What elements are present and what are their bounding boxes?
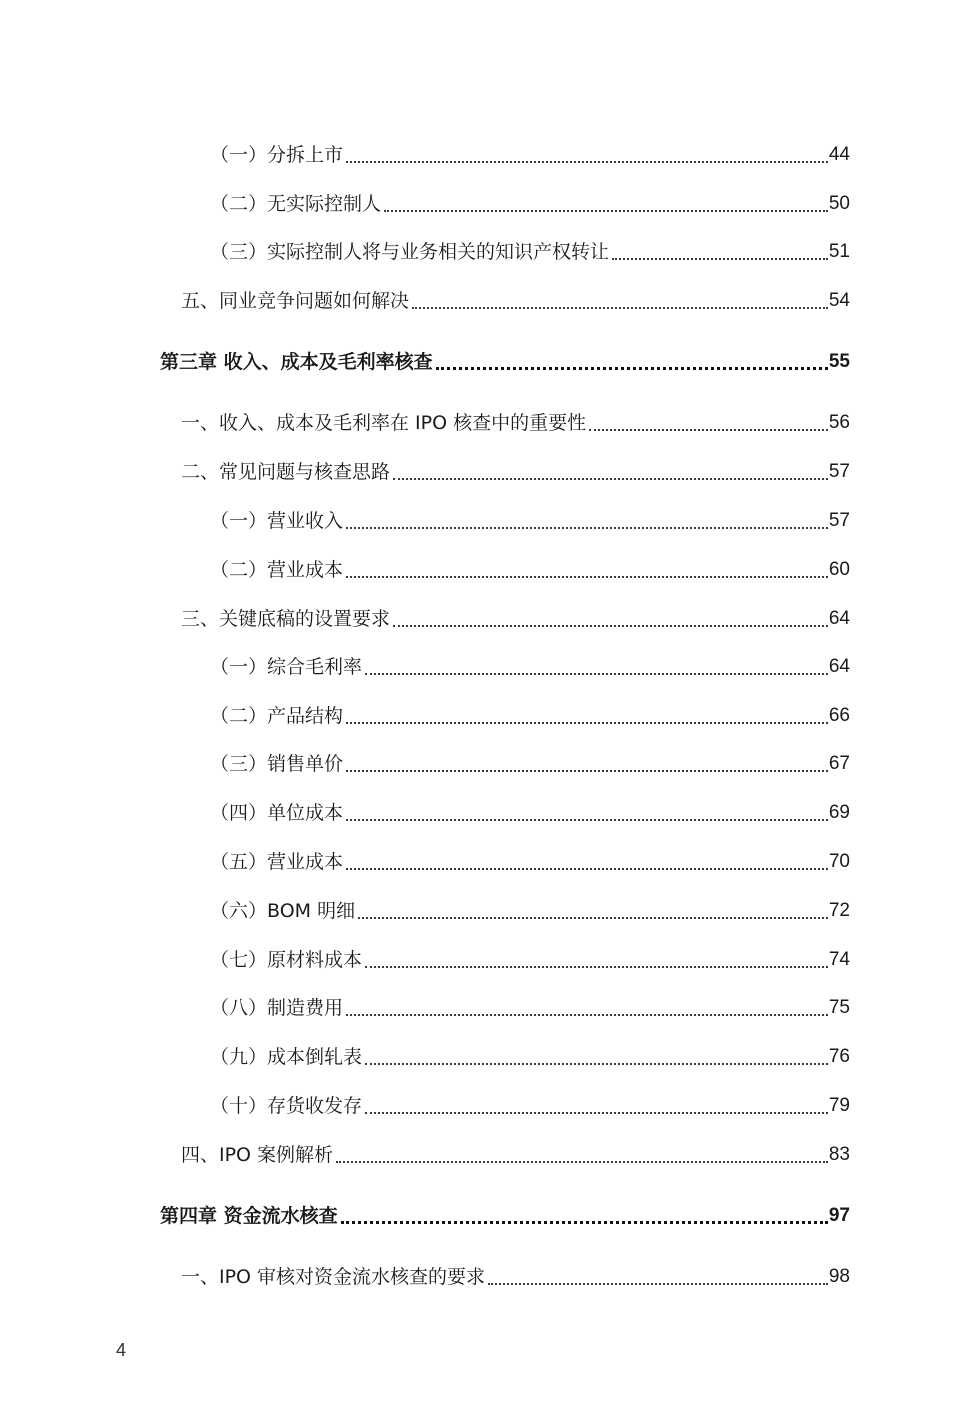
toc-leader-dots xyxy=(358,916,828,919)
toc-entry-label: （四）单位成本 xyxy=(210,802,344,824)
toc-leader-dots xyxy=(436,366,828,370)
toc-entry-label: （十）存货收发存 xyxy=(210,1095,363,1117)
toc-entry[interactable] xyxy=(210,701,850,731)
toc-entry[interactable] xyxy=(210,237,850,267)
toc-leader-dots xyxy=(346,160,828,163)
toc-entry[interactable] xyxy=(210,945,850,975)
toc-leader-dots xyxy=(341,1220,828,1224)
toc-entry-label: （三）实际控制人将与业务相关的知识产权转让 xyxy=(210,241,610,263)
toc-chapter-label: 第四章 资金流水核查 xyxy=(160,1205,338,1227)
toc-entry[interactable] xyxy=(210,798,850,828)
toc-leader-dots xyxy=(393,624,828,627)
toc-entry[interactable] xyxy=(210,140,850,170)
toc-leader-dots xyxy=(365,672,828,675)
toc-leader-dots xyxy=(393,477,828,480)
toc-entry-label: （五）营业成本 xyxy=(210,851,344,873)
toc-entry-label: 四、IPO 案例解析 xyxy=(181,1144,334,1166)
toc-entry[interactable] xyxy=(210,1042,850,1072)
toc-entry-label: 一、IPO 审核对资金流水核查的要求 xyxy=(181,1266,486,1288)
toc-entry-page: 64 xyxy=(828,656,850,677)
toc-entry[interactable] xyxy=(210,993,850,1023)
toc-leader-dots xyxy=(346,1013,828,1016)
toc-entry-label: （八）制造费用 xyxy=(210,997,344,1019)
toc-entry-page: 44 xyxy=(828,144,850,165)
toc-entry[interactable] xyxy=(210,1091,850,1121)
toc-leader-dots xyxy=(346,769,828,772)
toc-leader-dots xyxy=(346,575,828,578)
toc-entry-page: 57 xyxy=(828,510,850,531)
toc-chapter-label: 第三章 收入、成本及毛利率核查 xyxy=(160,351,433,373)
toc-entry[interactable] xyxy=(210,652,850,682)
toc-chapter-entry[interactable] xyxy=(160,1201,850,1231)
toc-entry-label: （九）成本倒轧表 xyxy=(210,1046,363,1068)
toc-leader-dots xyxy=(365,1111,828,1114)
toc-entry-label: （一）分拆上市 xyxy=(210,144,344,166)
toc-leader-dots xyxy=(488,1282,828,1285)
toc-entry-page: 67 xyxy=(828,753,850,774)
toc-entry-page: 56 xyxy=(828,412,850,433)
toc-entry-label: （三）销售单价 xyxy=(210,753,344,775)
toc-entry-label: （七）原材料成本 xyxy=(210,949,363,971)
toc-entry-label: 一、收入、成本及毛利率在 IPO 核查中的重要性 xyxy=(181,412,587,434)
toc-leader-dots xyxy=(365,965,828,968)
toc-entry-label: （二）无实际控制人 xyxy=(210,193,382,215)
toc-entry-page: 51 xyxy=(828,241,850,262)
toc-entry-page: 50 xyxy=(828,193,850,214)
toc-leader-dots xyxy=(384,209,828,212)
toc-entry-label: （二）产品结构 xyxy=(210,705,344,727)
toc-chapter-entry[interactable] xyxy=(160,347,850,377)
toc-leader-dots xyxy=(365,1062,828,1065)
toc-leader-dots xyxy=(412,306,828,309)
toc-entry-page: 83 xyxy=(828,1144,850,1165)
toc-entry[interactable] xyxy=(181,457,850,487)
toc-entry-label: （一）营业收入 xyxy=(210,510,344,532)
toc-leader-dots xyxy=(589,428,828,431)
toc-entry-page: 74 xyxy=(828,949,850,970)
toc-entry-page: 76 xyxy=(828,1046,850,1067)
toc-entry[interactable] xyxy=(210,896,850,926)
toc-entry-label: 五、同业竞争问题如何解决 xyxy=(181,290,410,312)
toc-entry-page: 54 xyxy=(828,290,850,311)
toc-entry-page: 60 xyxy=(828,559,850,580)
toc-leader-dots xyxy=(612,257,828,260)
toc-entry-label: （六）BOM 明细 xyxy=(210,900,356,922)
toc-chapter-page: 55 xyxy=(828,351,850,372)
toc-entry[interactable] xyxy=(181,286,850,316)
toc-leader-dots xyxy=(336,1160,828,1163)
toc-chapter-page: 97 xyxy=(828,1205,850,1226)
toc-entry-page: 72 xyxy=(828,900,850,921)
toc-entry[interactable] xyxy=(181,1140,850,1170)
toc-leader-dots xyxy=(346,721,828,724)
toc-entry-page: 70 xyxy=(828,851,850,872)
toc-entry-page: 69 xyxy=(828,802,850,823)
toc-entry[interactable] xyxy=(210,189,850,219)
toc-leader-dots xyxy=(346,526,828,529)
toc-entry[interactable] xyxy=(210,555,850,585)
toc-entry-page: 66 xyxy=(828,705,850,726)
toc-entry-page: 75 xyxy=(828,997,850,1018)
toc-entry[interactable] xyxy=(181,604,850,634)
toc-entry[interactable] xyxy=(210,847,850,877)
toc-entry-label: 三、关键底稿的设置要求 xyxy=(181,608,391,630)
toc-entry-label: （二）营业成本 xyxy=(210,559,344,581)
toc-entry-label: 二、常见问题与核查思路 xyxy=(181,461,391,483)
toc-entry-label: （一）综合毛利率 xyxy=(210,656,363,678)
toc-entry[interactable] xyxy=(181,1262,850,1292)
toc-entry[interactable] xyxy=(181,408,850,438)
toc-entry[interactable] xyxy=(210,506,850,536)
toc-entry-page: 98 xyxy=(828,1266,850,1287)
toc-entry-page: 79 xyxy=(828,1095,850,1116)
toc-entry-page: 57 xyxy=(828,461,850,482)
page-number: 4 xyxy=(116,1340,127,1360)
toc-leader-dots xyxy=(346,818,828,821)
toc-entry-page: 64 xyxy=(828,608,850,629)
toc-entry[interactable] xyxy=(210,749,850,779)
toc-leader-dots xyxy=(346,867,828,870)
